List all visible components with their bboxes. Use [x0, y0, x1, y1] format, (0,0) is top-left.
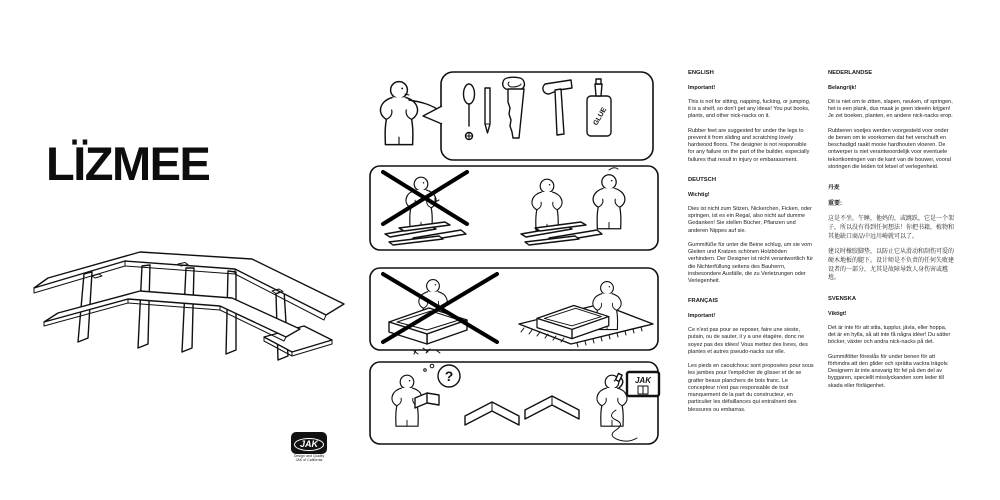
- lang-subheading: 重要:: [828, 200, 842, 207]
- lang-paragraph: Dit is niet om te zitten, slapen, neuken, of springen, het is een plank, dus maak je geen ideeën krijgen! Je zet boeken, planten, en andere nick-nacks erop.: [828, 98, 953, 120]
- question-mark: ?: [444, 368, 454, 384]
- jak-tagline-2: JAK of California: [295, 458, 323, 463]
- shelf-line-drawing: [28, 236, 353, 371]
- lang-paragraph: This is not for sitting, napping, fucking, or jumping, it is a shelf, so don't get any ideas! You put books, plants, and other nick-nacks on it.: [688, 98, 811, 120]
- pencil-icon: [485, 88, 490, 133]
- language-column-2: [828, 70, 954, 403]
- glue-bottle-icon: [587, 79, 611, 136]
- lang-paragraph: Gummifüße für unter die Beine schlug, um sie vom Gleiten und Kratzen schönen Holzböden verhindern. Der Designer ist nicht verantwortlich für die Nichterfüllung seitens des Bauherrn, insbesondere Ausfälle, die zu Verletzungen oder Verlegenheit.: [688, 241, 814, 285]
- lang-subheading: Belangrijk!: [828, 84, 857, 91]
- lang-subheading: Important!: [688, 312, 716, 319]
- lang-paragraph: Rubberen voetjes werden voorgesteld voor onder de benen om te voorkomen dat het verschuift en beschadigd raakt mooie hardhouten vloeren. De ontwerper is niet verantwoordelijk voor eventuele tekortkomingen van de kant van de bouwer, vooral storingen die leiden tot letsel of verlegenheid.: [828, 127, 951, 170]
- jak-sign-label: JAK: [634, 376, 652, 385]
- lang-paragraph: 这是不坐，午睡，他妈的，或跳跃，它是一个架子，所以没有得到任何想法！你把书籍，植物和其他缺口商品中远川崎就可以了。: [828, 216, 955, 240]
- jak-logo-text: JAK: [294, 438, 324, 451]
- jak-logo-badge: [291, 432, 327, 454]
- glue-label: GLUE: [592, 106, 609, 127]
- panel-protect-floor: [370, 268, 658, 354]
- lang-paragraph: Ce n'est pas pour se reposer, faire une sieste, putain, ou de sauter, il y a une étagère, donc ne soyez pas des idées! Vous mettez des livres, des plantes et autres pseudo-nacks sur elle.: [688, 327, 808, 355]
- lang-subheading: Viktigt!: [828, 310, 847, 317]
- lang-heading: ENGLISH: [688, 70, 714, 76]
- saw-icon: [503, 77, 525, 138]
- hammer-icon: [543, 80, 572, 135]
- product-title: LÏZMEE: [46, 137, 210, 190]
- lang-heading: DEUTSCH: [688, 176, 717, 183]
- lang-section-chinese: [828, 184, 954, 283]
- instruction-panels: [369, 66, 661, 458]
- language-column-1: [688, 70, 814, 427]
- lang-heading: 丹麦: [828, 185, 840, 192]
- lang-heading: SVENSKA: [828, 296, 857, 303]
- lang-paragraph: 建议时橡胶脚垫，以防止它从滑动和刮伤可爱的硬木地板的腿下。设计师是不负责的任何失败建设者的一部分，尤其是故障导致人身伤害或尴尬。: [828, 249, 955, 282]
- jak-logo: [286, 432, 332, 463]
- lang-heading: NEDERLANDSE: [828, 70, 873, 76]
- panel-tools: [380, 72, 653, 160]
- lang-subheading: Wichtig!: [688, 191, 710, 198]
- jak-tagline-1: Design and Quality: [293, 454, 325, 458]
- lang-section-francais: [688, 298, 814, 414]
- lang-section-deutsch: [688, 177, 814, 285]
- screwdriver-icon: [464, 84, 475, 140]
- lang-paragraph: Rubber feet are suggested for under the legs to prevent it from sliding and scratching lovely hardwood floors. The designer is not responsible for any failure on the part of the builder, especially failures that result in injury or embarassment.: [688, 127, 810, 163]
- lang-subheading: Important!: [688, 84, 716, 91]
- panel-build-with-friend: [370, 166, 658, 250]
- jak-store-sign: [627, 372, 659, 396]
- lang-heading: FRANÇAIS: [688, 298, 718, 305]
- lang-paragraph: Les pieds en caoutchouc sont proposées pour sous les jambes pour l'empêcher de glisser et de se gratter beaux planchers de bois franc. Le concepteur n'est pas responsable de tout manquement de la part du constructeur, en particulier les défaillances qui entraînent des blessures ou embarras.: [688, 363, 814, 413]
- lang-section-svenska: [828, 296, 954, 390]
- panel-call-for-help: [370, 362, 659, 444]
- lang-section-nederlandse: [828, 70, 954, 171]
- lang-paragraph: Det är inte för att sitta, tupplur, jävla, eller hoppa, det är en hylla, så att inte få några idéer! Du sätter böcker, växter och andra nick-nacks på det.: [828, 324, 951, 346]
- lang-section-english: [688, 70, 814, 164]
- lang-paragraph: Dies ist nicht zum Sitzen, Nickerchen, Ficken, oder springen, ist es ein Regal, also nicht auf dumme Gedanken! Sie stellen Bücher, Pflanzen und anderen Nippes auf sie.: [688, 205, 812, 234]
- lang-paragraph: Gummifötter föreslås för under benen för att förhindra att den glider och sprätta vackra trägolv. Designern är inte ansvarig för fel på den del av byggaren, speciellt misslyckanden som leder till skada eller förlägenhet.: [828, 353, 949, 389]
